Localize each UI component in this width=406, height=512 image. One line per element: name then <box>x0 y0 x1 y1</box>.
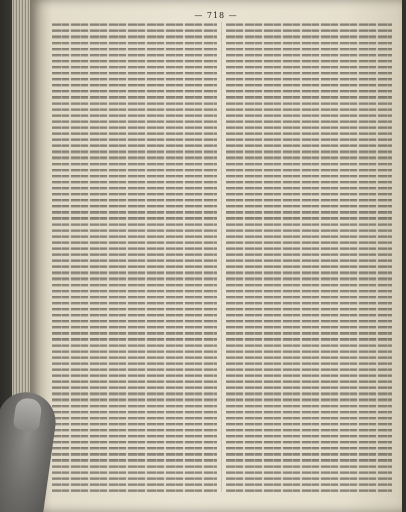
column-gutter <box>221 22 222 492</box>
thumbnail-nail <box>13 397 43 432</box>
book-page <box>30 0 402 512</box>
page-number: — 718 — <box>194 11 238 20</box>
right-column-print-texture <box>226 22 392 492</box>
left-column-print-texture <box>52 22 217 492</box>
right-text-column <box>226 22 392 492</box>
left-text-column <box>52 22 217 492</box>
